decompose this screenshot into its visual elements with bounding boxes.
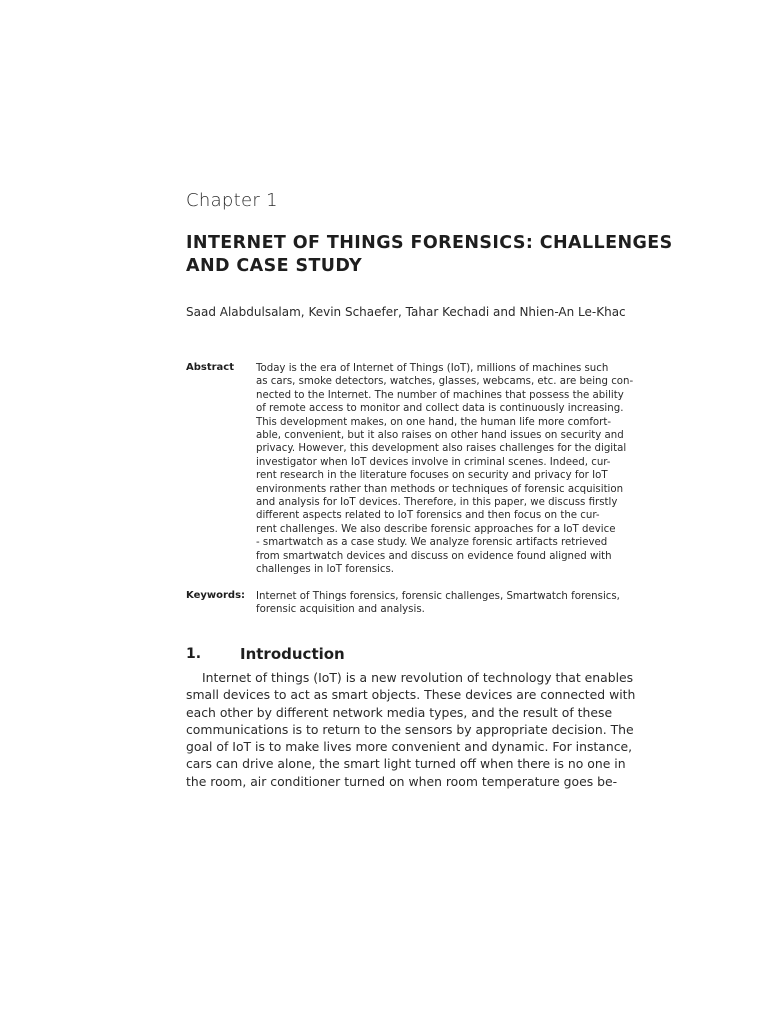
- abstract-line: and analysis for IoT devices. Therefore, in this paper, we discuss firstly: [256, 497, 618, 509]
- abstract-line: rent research in the literature focuses on security and privacy for IoT: [256, 470, 608, 482]
- abstract-line: different aspects related to IoT forensics and then focus on the cur-: [256, 510, 600, 522]
- abstract-line: nected to the Internet. The number of machines that possess the ability: [256, 389, 624, 401]
- abstract-line: - smartwatch as a case study. We analyze forensic artifacts retrieved: [256, 537, 608, 549]
- abstract-line: privacy. However, this development also raises challenges for the digital: [256, 443, 627, 455]
- section-number: 1.: [186, 646, 202, 662]
- keywords-line: Internet of Things forensics, forensic challenges, Smartwatch forensics,: [256, 591, 620, 602]
- abstract-label: Abstract: [186, 362, 235, 373]
- abstract-line: environments rather than methods or techniques of forensic acquisition: [256, 483, 624, 495]
- abstract-line: from smartwatch devices and discuss on evidence found aligned with: [256, 550, 612, 562]
- keywords-text: [256, 590, 630, 617]
- chapter-title: [186, 232, 726, 278]
- paragraph-line: small devices to act as smart objects. These devices are connected with: [186, 687, 636, 703]
- chapter-title-line: AND CASE STUDY: [186, 256, 363, 276]
- abstract-line: Today is the era of Internet of Things (IoT), millions of machines such: [256, 363, 609, 374]
- abstract-line: of remote access to monitor and collect data is continuously increasing.: [256, 403, 624, 415]
- paragraph-line: cars can drive alone, the smart light turned off when there is no one in: [186, 756, 626, 772]
- introduction-paragraph: [186, 669, 636, 790]
- paragraph-line: goal of IoT is to make lives more convenient and dynamic. For instance,: [186, 739, 633, 755]
- paragraph-line: Internet of things (IoT) is a new revolution of technology that enables: [202, 670, 634, 685]
- keywords-line: forensic acquisition and analysis.: [256, 604, 425, 616]
- section-heading: Introduction: [240, 645, 345, 663]
- abstract-line: investigator when IoT devices involve in criminal scenes. Indeed, cur-: [256, 456, 611, 468]
- keywords-label: Keywords:: [186, 590, 246, 601]
- abstract-line: challenges in IoT forensics.: [256, 564, 394, 576]
- paragraph-line: each other by different network media types, and the result of these: [186, 704, 613, 720]
- chapter-label: Chapter 1: [186, 190, 278, 211]
- abstract-line: able, convenient, but it also raises on other hand issues on security and: [256, 430, 624, 442]
- abstract-line: This development makes, on one hand, the human life more comfort-: [256, 416, 612, 428]
- paragraph-line: communications is to return to the sensors by appropriate decision. The: [186, 721, 634, 737]
- abstract-line: rent challenges. We also describe forensic approaches for a IoT device: [256, 523, 616, 535]
- abstract-line: as cars, smoke detectors, watches, glasses, webcams, etc. are being con-: [256, 376, 634, 388]
- paragraph-line: the room, air conditioner turned on when room temperature goes be-: [186, 773, 618, 789]
- chapter-title-line: INTERNET OF THINGS FORENSICS: CHALLENGES: [186, 233, 673, 253]
- author-list: Saad Alabdulsalam, Kevin Schaefer, Tahar Kechadi and Nhien-An Le-Khac: [186, 305, 626, 319]
- abstract-text: [256, 362, 634, 577]
